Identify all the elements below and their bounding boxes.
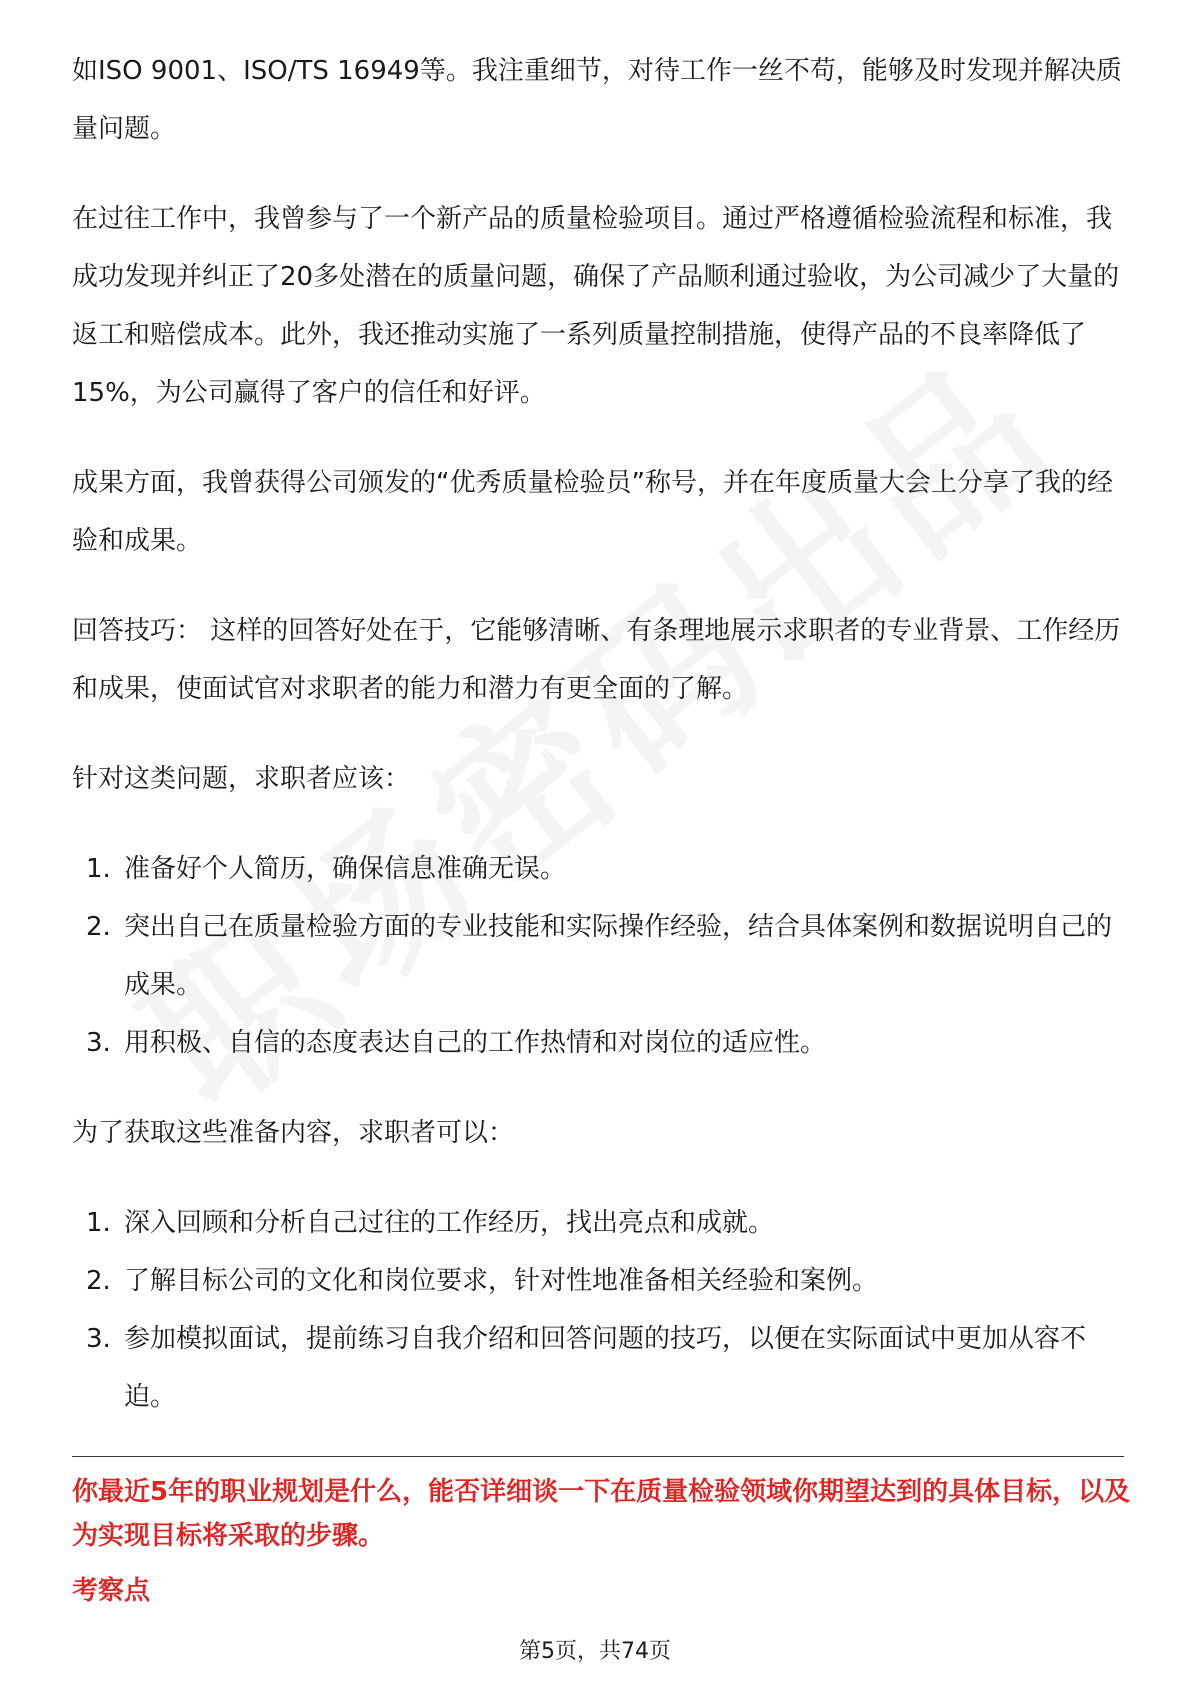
document-body [72, 42, 1122, 1458]
list-item-text: 准备好个人简历，确保信息准确无误。 [124, 854, 567, 884]
paragraph-list-intro: 针对这类问题，求职者应该： [72, 764, 411, 794]
paragraph-experience: 在过往工作中，我曾参与了一个新产品的质量检验项目。通过严格遵循检验流程和标准，我成功发现并纠正了20多处潜在的质量问题，确保了产品顺利通过验收，为公司减少了大量的返工和赔偿成本。此外，我还推动实施了一系列质量控制措施，使得产品的不良率降低了15%，为公司赢得了客户的信任和好评。 [72, 204, 1120, 408]
list-number: 3. [86, 1324, 111, 1354]
list-number: 2. [86, 912, 111, 942]
list-item [72, 1310, 1122, 1426]
list-item [72, 1194, 1122, 1252]
list-item-text: 突出自己在质量检验方面的专业技能和实际操作经验，结合具体案例和数据说明自己的成果。 [124, 912, 1113, 1000]
preparation-list [72, 840, 1122, 1072]
paragraph-answer-tips: 回答技巧： 这样的回答好处在于，它能够清晰、有条理地展示求职者的专业背景、工作经历和成果，使面试官对求职者的能力和潜力有更全面的了解。 [72, 616, 1121, 704]
list-number: 2. [86, 1266, 111, 1296]
paragraph-achievements: 成果方面，我曾获得公司颁发的“优秀质量检验员”称号，并在年度质量大会上分享了我的经验和成果。 [72, 468, 1113, 556]
list-item-text: 了解目标公司的文化和岗位要求，针对性地准备相关经验和案例。 [124, 1266, 879, 1296]
acquisition-list [72, 1194, 1122, 1426]
list-number: 3. [86, 1028, 111, 1058]
list-item-text: 深入回顾和分析自己过往的工作经历，找出亮点和成就。 [124, 1208, 775, 1238]
section-divider [72, 1456, 1124, 1457]
list-item [72, 840, 1122, 898]
list-number: 1. [86, 854, 111, 884]
list-number: 1. [86, 1208, 111, 1238]
list-item-text: 用积极、自信的态度表达自己的工作热情和对岗位的适应性。 [124, 1028, 827, 1058]
list-item [72, 1252, 1122, 1310]
list-item [72, 1014, 1122, 1072]
list-item [72, 898, 1122, 1014]
list-item-text: 参加模拟面试，提前练习自我介绍和回答问题的技巧，以便在实际面试中更加从容不迫。 [124, 1324, 1087, 1412]
interview-question: 你最近5年的职业规划是什么，能否详细谈一下在质量检验领域你期望达到的具体目标，以及为实现目标将采取的步骤。 [72, 1477, 1131, 1551]
page-number-footer: 第5页，共74页 [519, 1639, 671, 1664]
paragraph-standards: 如ISO 9001、ISO/TS 16949等。我注重细节，对待工作一丝不苟，能够及时发现并解决质量问题。 [72, 56, 1122, 144]
section-label-assessment: 考察点 [72, 1576, 151, 1606]
paragraph-list2-intro: 为了获取这些准备内容，求职者可以： [72, 1118, 515, 1148]
